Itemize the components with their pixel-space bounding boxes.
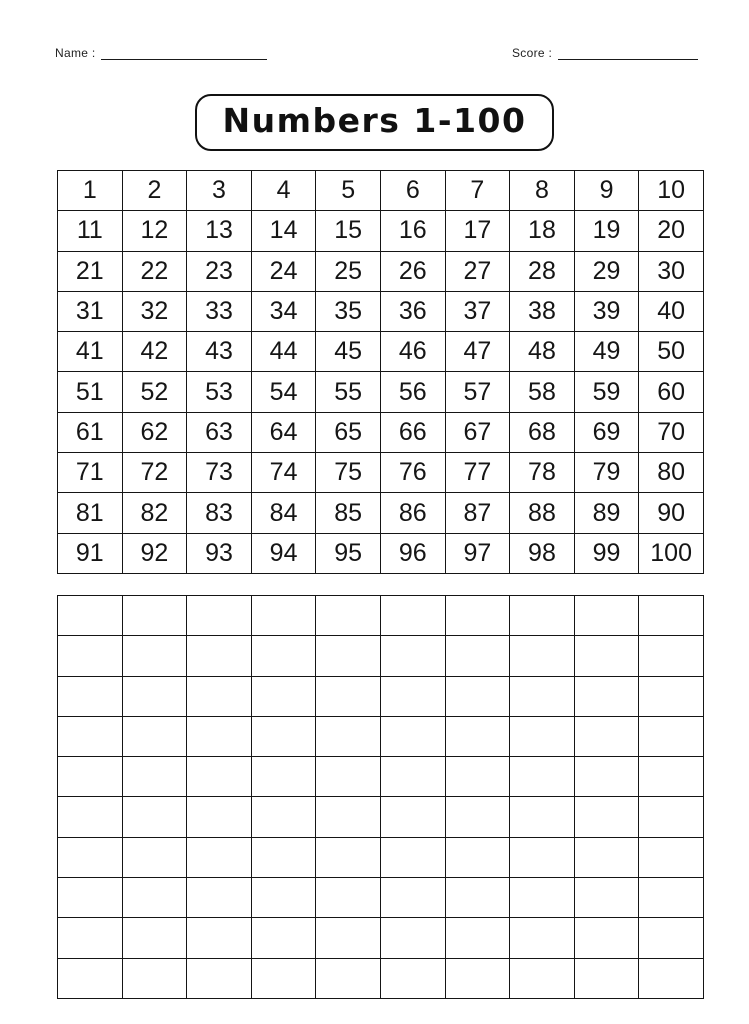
number-cell[interactable]: 6 bbox=[380, 171, 445, 211]
blank-cell[interactable] bbox=[187, 636, 252, 676]
blank-cell[interactable] bbox=[316, 716, 381, 756]
grid-row bbox=[58, 918, 704, 958]
blank-cell[interactable] bbox=[58, 958, 123, 998]
page-title: Numbers 1-100 bbox=[222, 101, 527, 140]
number-cell[interactable]: 79 bbox=[574, 453, 639, 493]
blank-cell[interactable] bbox=[122, 596, 187, 636]
number-cell[interactable]: 76 bbox=[380, 453, 445, 493]
number-cell[interactable]: 64 bbox=[251, 412, 316, 452]
blank-cell[interactable] bbox=[445, 958, 510, 998]
worksheet-header bbox=[0, 46, 749, 70]
blank-cell[interactable] bbox=[445, 636, 510, 676]
blank-cell[interactable] bbox=[445, 837, 510, 877]
number-cell[interactable]: 16 bbox=[380, 211, 445, 251]
grid-row bbox=[58, 716, 704, 756]
blank-cell[interactable] bbox=[510, 878, 575, 918]
blank-cell[interactable] bbox=[251, 918, 316, 958]
number-cell[interactable]: 23 bbox=[187, 251, 252, 291]
number-cell[interactable]: 47 bbox=[445, 332, 510, 372]
number-cell[interactable]: 3 bbox=[187, 171, 252, 211]
number-cell[interactable]: 39 bbox=[574, 291, 639, 331]
blank-cell[interactable] bbox=[316, 676, 381, 716]
number-cell[interactable]: 25 bbox=[316, 251, 381, 291]
grid-row bbox=[58, 837, 704, 877]
grid-row bbox=[58, 533, 704, 573]
blank-cell[interactable] bbox=[316, 596, 381, 636]
number-cell[interactable]: 86 bbox=[380, 493, 445, 533]
number-cell[interactable]: 43 bbox=[187, 332, 252, 372]
number-cell[interactable]: 55 bbox=[316, 372, 381, 412]
blank-cell[interactable] bbox=[510, 797, 575, 837]
number-cell[interactable]: 1 bbox=[58, 171, 123, 211]
blank-cell[interactable] bbox=[639, 757, 704, 797]
blank-cell[interactable] bbox=[445, 676, 510, 716]
blank-cell[interactable] bbox=[380, 716, 445, 756]
number-cell[interactable]: 50 bbox=[639, 332, 704, 372]
number-cell[interactable]: 49 bbox=[574, 332, 639, 372]
blank-cell[interactable] bbox=[122, 757, 187, 797]
blank-cell[interactable] bbox=[445, 716, 510, 756]
number-cell[interactable]: 53 bbox=[187, 372, 252, 412]
number-cell[interactable]: 26 bbox=[380, 251, 445, 291]
blank-cell[interactable] bbox=[510, 958, 575, 998]
number-cell[interactable]: 22 bbox=[122, 251, 187, 291]
number-cell[interactable]: 33 bbox=[187, 291, 252, 331]
number-cell[interactable]: 87 bbox=[445, 493, 510, 533]
number-cell[interactable]: 91 bbox=[58, 533, 123, 573]
blank-cell[interactable] bbox=[574, 636, 639, 676]
blank-cell[interactable] bbox=[251, 837, 316, 877]
number-cell[interactable]: 82 bbox=[122, 493, 187, 533]
blank-cell[interactable] bbox=[639, 878, 704, 918]
number-cell[interactable]: 10 bbox=[639, 171, 704, 211]
blank-cell[interactable] bbox=[316, 918, 381, 958]
grid-row bbox=[58, 372, 704, 412]
blank-cell[interactable] bbox=[251, 958, 316, 998]
blank-cell[interactable] bbox=[639, 676, 704, 716]
number-cell[interactable]: 51 bbox=[58, 372, 123, 412]
number-cell[interactable]: 19 bbox=[574, 211, 639, 251]
title-badge bbox=[195, 94, 555, 151]
number-cell[interactable]: 78 bbox=[510, 453, 575, 493]
numbers-grid-body bbox=[58, 171, 704, 574]
number-cell[interactable]: 59 bbox=[574, 372, 639, 412]
blank-cell[interactable] bbox=[316, 636, 381, 676]
blank-cell[interactable] bbox=[380, 757, 445, 797]
blank-cell[interactable] bbox=[58, 596, 123, 636]
blank-cell[interactable] bbox=[58, 757, 123, 797]
grid-row bbox=[58, 636, 704, 676]
blank-cell[interactable] bbox=[251, 757, 316, 797]
number-cell[interactable]: 63 bbox=[187, 412, 252, 452]
blank-cell[interactable] bbox=[445, 596, 510, 636]
number-cell[interactable]: 9 bbox=[574, 171, 639, 211]
blank-cell[interactable] bbox=[574, 596, 639, 636]
number-cell[interactable]: 93 bbox=[187, 533, 252, 573]
number-cell[interactable]: 94 bbox=[251, 533, 316, 573]
number-cell[interactable]: 99 bbox=[574, 533, 639, 573]
blank-cell[interactable] bbox=[639, 797, 704, 837]
blank-cell[interactable] bbox=[122, 878, 187, 918]
number-cell[interactable]: 45 bbox=[316, 332, 381, 372]
blank-cell[interactable] bbox=[574, 878, 639, 918]
number-cell[interactable]: 81 bbox=[58, 493, 123, 533]
blank-practice-grid bbox=[57, 595, 704, 999]
number-cell[interactable]: 54 bbox=[251, 372, 316, 412]
number-cell[interactable]: 37 bbox=[445, 291, 510, 331]
blank-cell[interactable] bbox=[380, 676, 445, 716]
number-cell[interactable]: 7 bbox=[445, 171, 510, 211]
blank-cell[interactable] bbox=[187, 837, 252, 877]
blank-cell[interactable] bbox=[187, 878, 252, 918]
number-cell[interactable]: 98 bbox=[510, 533, 575, 573]
number-cell[interactable]: 69 bbox=[574, 412, 639, 452]
blank-cell[interactable] bbox=[122, 958, 187, 998]
number-cell[interactable]: 17 bbox=[445, 211, 510, 251]
number-cell[interactable]: 34 bbox=[251, 291, 316, 331]
number-cell[interactable]: 38 bbox=[510, 291, 575, 331]
number-cell[interactable]: 31 bbox=[58, 291, 123, 331]
number-cell[interactable]: 61 bbox=[58, 412, 123, 452]
number-cell[interactable]: 77 bbox=[445, 453, 510, 493]
grid-row bbox=[58, 332, 704, 372]
blank-cell[interactable] bbox=[187, 958, 252, 998]
number-cell[interactable]: 92 bbox=[122, 533, 187, 573]
number-cell[interactable]: 27 bbox=[445, 251, 510, 291]
blank-cell[interactable] bbox=[380, 878, 445, 918]
number-cell[interactable]: 21 bbox=[58, 251, 123, 291]
grid-row bbox=[58, 958, 704, 998]
number-cell[interactable]: 2 bbox=[122, 171, 187, 211]
grid-row bbox=[58, 757, 704, 797]
number-cell[interactable]: 36 bbox=[380, 291, 445, 331]
blank-cell[interactable] bbox=[316, 797, 381, 837]
number-cell[interactable]: 24 bbox=[251, 251, 316, 291]
number-cell[interactable]: 74 bbox=[251, 453, 316, 493]
blank-cell[interactable] bbox=[58, 918, 123, 958]
blank-cell[interactable] bbox=[251, 716, 316, 756]
blank-cell[interactable] bbox=[510, 716, 575, 756]
number-cell[interactable]: 73 bbox=[187, 453, 252, 493]
number-cell[interactable]: 95 bbox=[316, 533, 381, 573]
blank-cell[interactable] bbox=[187, 596, 252, 636]
blank-cell[interactable] bbox=[251, 676, 316, 716]
blank-cell[interactable] bbox=[58, 837, 123, 877]
blank-cell[interactable] bbox=[122, 797, 187, 837]
number-cell[interactable]: 48 bbox=[510, 332, 575, 372]
number-cell[interactable]: 72 bbox=[122, 453, 187, 493]
blank-cell[interactable] bbox=[574, 958, 639, 998]
blank-cell[interactable] bbox=[445, 797, 510, 837]
number-cell[interactable]: 32 bbox=[122, 291, 187, 331]
name-field[interactable] bbox=[55, 46, 267, 60]
blank-cell[interactable] bbox=[380, 636, 445, 676]
blank-cell[interactable] bbox=[380, 837, 445, 877]
blank-cell[interactable] bbox=[639, 837, 704, 877]
blank-cell[interactable] bbox=[122, 676, 187, 716]
blank-cell[interactable] bbox=[122, 716, 187, 756]
blank-cell[interactable] bbox=[639, 636, 704, 676]
number-cell[interactable]: 41 bbox=[58, 332, 123, 372]
blank-cell[interactable] bbox=[380, 797, 445, 837]
number-cell[interactable]: 71 bbox=[58, 453, 123, 493]
grid-row bbox=[58, 412, 704, 452]
title-container bbox=[0, 94, 749, 151]
score-field-label: Score : bbox=[512, 46, 553, 60]
number-cell[interactable]: 35 bbox=[316, 291, 381, 331]
blank-cell[interactable] bbox=[187, 716, 252, 756]
blank-cell[interactable] bbox=[58, 636, 123, 676]
blank-cell[interactable] bbox=[574, 757, 639, 797]
number-cell[interactable]: 70 bbox=[639, 412, 704, 452]
number-cell[interactable]: 68 bbox=[510, 412, 575, 452]
number-cell[interactable]: 58 bbox=[510, 372, 575, 412]
number-cell[interactable]: 52 bbox=[122, 372, 187, 412]
grid-row bbox=[58, 596, 704, 636]
blank-cell[interactable] bbox=[316, 878, 381, 918]
blank-grid-body bbox=[58, 596, 704, 999]
grid-row bbox=[58, 291, 704, 331]
blank-cell[interactable] bbox=[316, 837, 381, 877]
blank-cell[interactable] bbox=[251, 636, 316, 676]
number-cell[interactable]: 100 bbox=[639, 533, 704, 573]
grid-row bbox=[58, 251, 704, 291]
blank-cell[interactable] bbox=[574, 676, 639, 716]
blank-cell[interactable] bbox=[639, 596, 704, 636]
blank-cell[interactable] bbox=[122, 837, 187, 877]
number-cell[interactable]: 11 bbox=[58, 211, 123, 251]
number-cell[interactable]: 56 bbox=[380, 372, 445, 412]
number-cell[interactable]: 15 bbox=[316, 211, 381, 251]
blank-cell[interactable] bbox=[58, 716, 123, 756]
blank-cell[interactable] bbox=[187, 676, 252, 716]
number-cell[interactable]: 80 bbox=[639, 453, 704, 493]
blank-cell[interactable] bbox=[58, 878, 123, 918]
number-cell[interactable]: 62 bbox=[122, 412, 187, 452]
blank-cell[interactable] bbox=[510, 837, 575, 877]
number-cell[interactable]: 13 bbox=[187, 211, 252, 251]
grid-row bbox=[58, 676, 704, 716]
blank-cell[interactable] bbox=[510, 757, 575, 797]
number-cell[interactable]: 8 bbox=[510, 171, 575, 211]
number-cell[interactable]: 85 bbox=[316, 493, 381, 533]
grid-row bbox=[58, 878, 704, 918]
number-cell[interactable]: 97 bbox=[445, 533, 510, 573]
number-cell[interactable]: 66 bbox=[380, 412, 445, 452]
blank-cell[interactable] bbox=[639, 716, 704, 756]
score-field-rule[interactable] bbox=[558, 47, 698, 60]
blank-cell[interactable] bbox=[187, 797, 252, 837]
blank-cell[interactable] bbox=[574, 837, 639, 877]
number-cell[interactable]: 4 bbox=[251, 171, 316, 211]
name-field-label: Name : bbox=[55, 46, 96, 60]
blank-cell[interactable] bbox=[58, 676, 123, 716]
blank-cell[interactable] bbox=[122, 636, 187, 676]
blank-cell[interactable] bbox=[122, 918, 187, 958]
score-field[interactable] bbox=[512, 46, 698, 60]
numbers-grid bbox=[57, 170, 704, 574]
blank-cell[interactable] bbox=[445, 878, 510, 918]
number-cell[interactable]: 46 bbox=[380, 332, 445, 372]
blank-cell[interactable] bbox=[187, 757, 252, 797]
number-cell[interactable]: 84 bbox=[251, 493, 316, 533]
number-cell[interactable]: 12 bbox=[122, 211, 187, 251]
number-cell[interactable]: 5 bbox=[316, 171, 381, 211]
name-field-rule[interactable] bbox=[101, 47, 267, 60]
grid-row bbox=[58, 171, 704, 211]
blank-cell[interactable] bbox=[574, 716, 639, 756]
blank-cell[interactable] bbox=[380, 958, 445, 998]
blank-cell[interactable] bbox=[574, 918, 639, 958]
grid-row bbox=[58, 797, 704, 837]
grid-row bbox=[58, 211, 704, 251]
number-cell[interactable]: 18 bbox=[510, 211, 575, 251]
grid-row bbox=[58, 493, 704, 533]
blank-cell[interactable] bbox=[445, 918, 510, 958]
number-cell[interactable]: 29 bbox=[574, 251, 639, 291]
blank-cell[interactable] bbox=[251, 878, 316, 918]
number-cell[interactable]: 42 bbox=[122, 332, 187, 372]
number-cell[interactable]: 96 bbox=[380, 533, 445, 573]
blank-cell[interactable] bbox=[639, 918, 704, 958]
number-cell[interactable]: 44 bbox=[251, 332, 316, 372]
number-cell[interactable]: 83 bbox=[187, 493, 252, 533]
blank-cell[interactable] bbox=[510, 636, 575, 676]
number-cell[interactable]: 30 bbox=[639, 251, 704, 291]
number-cell[interactable]: 28 bbox=[510, 251, 575, 291]
blank-cell[interactable] bbox=[187, 918, 252, 958]
blank-cell[interactable] bbox=[574, 797, 639, 837]
blank-cell[interactable] bbox=[251, 596, 316, 636]
blank-cell[interactable] bbox=[380, 918, 445, 958]
blank-cell[interactable] bbox=[58, 797, 123, 837]
number-cell[interactable]: 40 bbox=[639, 291, 704, 331]
blank-cell[interactable] bbox=[445, 757, 510, 797]
blank-cell[interactable] bbox=[380, 596, 445, 636]
number-cell[interactable]: 65 bbox=[316, 412, 381, 452]
number-cell[interactable]: 60 bbox=[639, 372, 704, 412]
number-cell[interactable]: 89 bbox=[574, 493, 639, 533]
blank-cell[interactable] bbox=[510, 596, 575, 636]
number-cell[interactable]: 57 bbox=[445, 372, 510, 412]
number-cell[interactable]: 20 bbox=[639, 211, 704, 251]
blank-cell[interactable] bbox=[639, 958, 704, 998]
number-cell[interactable]: 75 bbox=[316, 453, 381, 493]
blank-cell[interactable] bbox=[316, 958, 381, 998]
number-cell[interactable]: 14 bbox=[251, 211, 316, 251]
number-cell[interactable]: 67 bbox=[445, 412, 510, 452]
number-cell[interactable]: 88 bbox=[510, 493, 575, 533]
blank-cell[interactable] bbox=[510, 676, 575, 716]
blank-cell[interactable] bbox=[316, 757, 381, 797]
blank-cell[interactable] bbox=[251, 797, 316, 837]
blank-cell[interactable] bbox=[510, 918, 575, 958]
number-cell[interactable]: 90 bbox=[639, 493, 704, 533]
grid-row bbox=[58, 453, 704, 493]
